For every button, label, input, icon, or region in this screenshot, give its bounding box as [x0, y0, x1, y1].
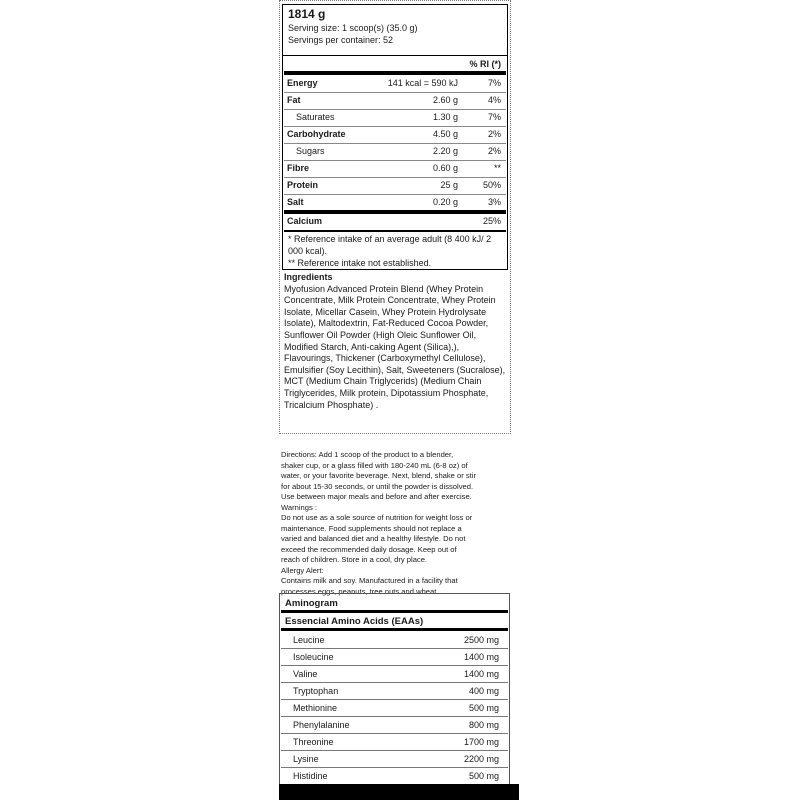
footnote-not-established: ** Reference intake not established. — [288, 258, 432, 268]
amino-row — [281, 767, 508, 784]
amino-value: 400 mg — [468, 686, 499, 696]
nutrient-amount: 0.60 g — [432, 163, 458, 173]
nutrient-row — [284, 213, 506, 232]
amino-name: Leucine — [293, 635, 325, 645]
serving-size: Serving size: 1 scoop(s) (35.0 g) — [288, 23, 418, 33]
amino-value: 1400 mg — [463, 652, 499, 662]
nutrient-name: Fat — [287, 95, 301, 105]
ri-header: % RI (*) — [469, 59, 501, 69]
nutrient-row — [284, 126, 506, 144]
amino-row — [281, 699, 508, 717]
amino-value: 500 mg — [468, 771, 499, 781]
amino-name: Lysine — [293, 754, 319, 764]
amino-name: Methionine — [293, 703, 338, 713]
nutrient-amount: 4.50 g — [432, 129, 458, 139]
amino-row — [281, 750, 508, 768]
nutrient-ri: 3% — [487, 197, 501, 207]
nutrient-name: Fibre — [287, 163, 310, 173]
nutrient-name: Sugars — [296, 146, 325, 156]
aminogram-table — [279, 593, 510, 788]
eaa-heading: Essencial Amino Acids (EAAs) — [285, 616, 424, 627]
thick-divider — [281, 610, 508, 613]
amino-name: Valine — [293, 669, 318, 679]
ri-header-row — [283, 55, 507, 72]
nutrient-row — [284, 109, 506, 127]
nutrient-row — [284, 143, 506, 161]
nutrient-ri: 2% — [487, 146, 501, 156]
nutrient-row — [284, 194, 506, 211]
amino-name: Histidine — [293, 771, 328, 781]
amino-name: Tryptophan — [293, 686, 339, 696]
nutrient-ri: 50% — [482, 180, 501, 190]
nutrient-ri: ** — [493, 163, 501, 173]
nutrient-ri: 7% — [487, 112, 501, 122]
ingredients-title: Ingredients — [284, 272, 333, 282]
amino-value: 2200 mg — [463, 754, 499, 764]
nutrient-amount: 1.30 g — [432, 112, 458, 122]
ingredients-text: Myofusion Advanced Protein Blend (Whey Protein Concentrate, Milk Protein Concentrate, Whey Protein Isolate, Micellar Casein, Whey Protein Hydrolysate Isolate), Maltodextrin, Fat-Reduced Cocoa Powder, Sunflower Oil Powder (High Oleic Sunflower Oil, Modified Starch, Anti-caking Agent (Silica),), Flavourings, Thickener (Carboxymethyl Cellulose), Emulsifier (Soy Lecithin), Salt, Sweeteners (Sucralose), MCT (Medium Chain Triglycerids) (Medium Chain Triglycerides, Milk protein, Dipotassium Phosphate, Tricalcium Phosphate) . — [284, 283, 506, 410]
amino-value: 1700 mg — [463, 737, 499, 747]
nutrient-row — [284, 160, 506, 178]
bottom-black-bar — [279, 784, 519, 800]
nutrient-amount: 2.60 g — [432, 95, 458, 105]
amino-value: 2500 mg — [463, 635, 499, 645]
net-weight: 1814 g — [288, 7, 326, 21]
nutrient-amount: 141 kcal = 590 kJ — [387, 78, 458, 88]
amino-name: Phenylalanine — [293, 720, 350, 730]
aminogram-title: Aminogram — [285, 598, 338, 609]
amino-row — [281, 631, 508, 649]
nutrient-amount: 2.20 g — [432, 146, 458, 156]
nutrition-facts-table — [282, 4, 508, 270]
nutrient-row — [284, 92, 506, 110]
nutrient-name: Protein — [287, 180, 319, 190]
nutrient-name: Carbohydrate — [287, 129, 346, 139]
nutrient-name: Calcium — [287, 216, 323, 226]
directions-text: Directions: Add 1 scoop of the product to a blender, shaker cup, or a glass filled with 180-240 mL (6-8 oz) of water, or your favorite beverage. Next, blend, shake or stir for about 15-30 seconds, or until the powder is dissolved. Use between major meals and before and after exercise. Warnings : Do not use as a sole source of nutrition for weight loss or maintenance. Food supplements should not replace a varied and balanced diet and a healthy lifestyle. Do not exceed the recommended daily dosage. Keep out of reach of children. Store in a cool, dry place. Allergy Alert: Contains milk and soy. Manufactured in a facility that processes eggs, peanuts, tree nuts and wheat. — [281, 450, 477, 596]
nutrient-amount: 0.20 g — [432, 197, 458, 207]
nutrient-name: Saturates — [296, 112, 335, 122]
amino-value: 1400 mg — [463, 669, 499, 679]
footnote-reference-intake: * Reference intake of an average adult (8 400 kJ/ 2 000 kcal). — [288, 234, 492, 256]
amino-row — [281, 716, 508, 734]
nutrient-name: Energy — [287, 78, 318, 88]
nutrient-row — [284, 177, 506, 195]
nutrient-name: Salt — [287, 197, 304, 207]
nutrient-amount: 25 g — [440, 180, 458, 190]
servings-per-container: Servings per container: 52 — [288, 35, 394, 45]
amino-value: 500 mg — [468, 703, 499, 713]
amino-row — [281, 665, 508, 683]
amino-row — [281, 733, 508, 751]
amino-name: Threonine — [293, 737, 334, 747]
amino-value: 800 mg — [468, 720, 499, 730]
nutrient-ri: 25% — [482, 216, 501, 226]
nutrient-ri: 2% — [487, 129, 501, 139]
amino-row — [281, 682, 508, 700]
nutrition-footnotes — [288, 233, 501, 269]
nutrient-ri: 4% — [487, 95, 501, 105]
nutrient-ri: 7% — [487, 78, 501, 88]
nutrient-row — [284, 75, 506, 93]
amino-row — [281, 648, 508, 666]
amino-name: Isoleucine — [293, 652, 334, 662]
ingredients-section — [284, 272, 506, 411]
